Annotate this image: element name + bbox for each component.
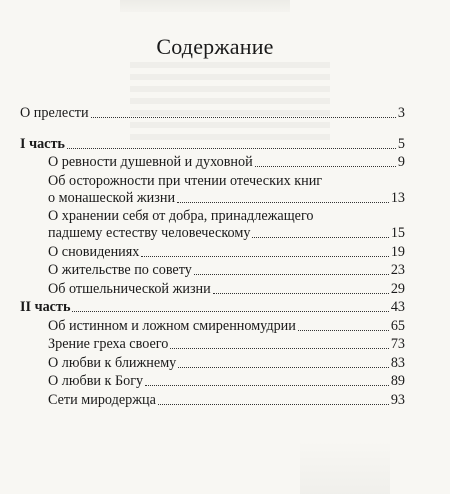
toc-entry-title: I часть bbox=[20, 135, 65, 152]
toc-entry-title-line2: падшему естеству человеческому bbox=[48, 225, 251, 241]
toc-page-number: 23 bbox=[390, 262, 405, 278]
toc-page-number: 73 bbox=[390, 336, 405, 352]
toc-entry bbox=[20, 208, 405, 242]
bleed-through-text bbox=[120, 0, 290, 12]
dot-leader bbox=[252, 237, 388, 238]
bleed-through-shadow-bottom bbox=[300, 440, 390, 494]
toc-page-number: 19 bbox=[390, 243, 405, 260]
toc-entry bbox=[20, 373, 405, 390]
dot-leader bbox=[67, 148, 396, 149]
toc-entry-title: О любви к Богу bbox=[48, 373, 144, 389]
table-of-contents bbox=[20, 105, 405, 410]
dot-leader bbox=[170, 348, 388, 349]
dot-leader bbox=[158, 404, 389, 405]
toc-entry-title: Об отшельнической жизни bbox=[48, 280, 211, 297]
toc-entry-title: О прелести bbox=[20, 105, 89, 121]
toc-page-number: 15 bbox=[390, 225, 405, 241]
toc-entry-line2 bbox=[48, 190, 405, 207]
dot-leader bbox=[141, 256, 388, 257]
toc-page-number: 89 bbox=[390, 373, 405, 389]
toc-page-number: 29 bbox=[390, 280, 405, 297]
dot-leader bbox=[255, 166, 396, 167]
toc-entry bbox=[20, 281, 405, 298]
toc-entry-title: Сети миродержца bbox=[48, 391, 156, 408]
toc-entry-title: О любви к ближнему bbox=[48, 354, 177, 371]
toc-entry-title: Об истинном и ложном смиренномудрии bbox=[48, 317, 296, 334]
toc-entry-title-line1: Об осторожности при чтении отеческих книг bbox=[48, 172, 323, 189]
toc-entry bbox=[20, 355, 405, 372]
toc-entry-title: О сновидениях bbox=[48, 243, 140, 260]
toc-entry bbox=[20, 336, 405, 353]
section-gap bbox=[20, 124, 405, 136]
toc-page-number: 5 bbox=[397, 135, 405, 152]
toc-entry bbox=[20, 318, 405, 335]
dot-leader bbox=[298, 330, 389, 331]
dot-leader bbox=[178, 367, 389, 368]
toc-page-number: 9 bbox=[397, 154, 405, 170]
toc-entry-line2 bbox=[48, 225, 405, 242]
toc-page-number: 13 bbox=[390, 189, 405, 206]
toc-page-number: 83 bbox=[390, 354, 405, 371]
toc-entry-title: Зрение греха своего bbox=[48, 336, 169, 352]
dot-leader bbox=[213, 293, 389, 294]
toc-page-number: 3 bbox=[397, 105, 405, 121]
toc-entry bbox=[20, 392, 405, 409]
dot-leader bbox=[91, 117, 396, 118]
toc-page-number: 65 bbox=[390, 317, 405, 334]
toc-entry-title: О ревности душевной и духовной bbox=[48, 154, 253, 170]
toc-part-heading bbox=[20, 136, 405, 153]
toc-entry bbox=[20, 154, 405, 171]
toc-part-heading bbox=[20, 299, 405, 316]
page-title: Содержание bbox=[156, 34, 274, 59]
toc-entry-title-line2: о монашеской жизни bbox=[48, 189, 176, 206]
dot-leader bbox=[72, 311, 388, 312]
toc-entry bbox=[20, 105, 405, 122]
toc-page-number: 93 bbox=[390, 391, 405, 408]
toc-entry-title: О жительстве по совету bbox=[48, 262, 192, 278]
dot-leader bbox=[194, 274, 389, 275]
toc-entry-title-line1: О хранении себя от добра, принадлежащего bbox=[48, 208, 314, 224]
toc-entry bbox=[20, 244, 405, 261]
toc-page-number: 43 bbox=[390, 299, 405, 315]
dot-leader bbox=[177, 202, 389, 203]
toc-entry bbox=[20, 173, 405, 207]
toc-entry bbox=[20, 262, 405, 279]
toc-entry-title: II часть bbox=[20, 299, 71, 315]
dot-leader bbox=[145, 385, 389, 386]
